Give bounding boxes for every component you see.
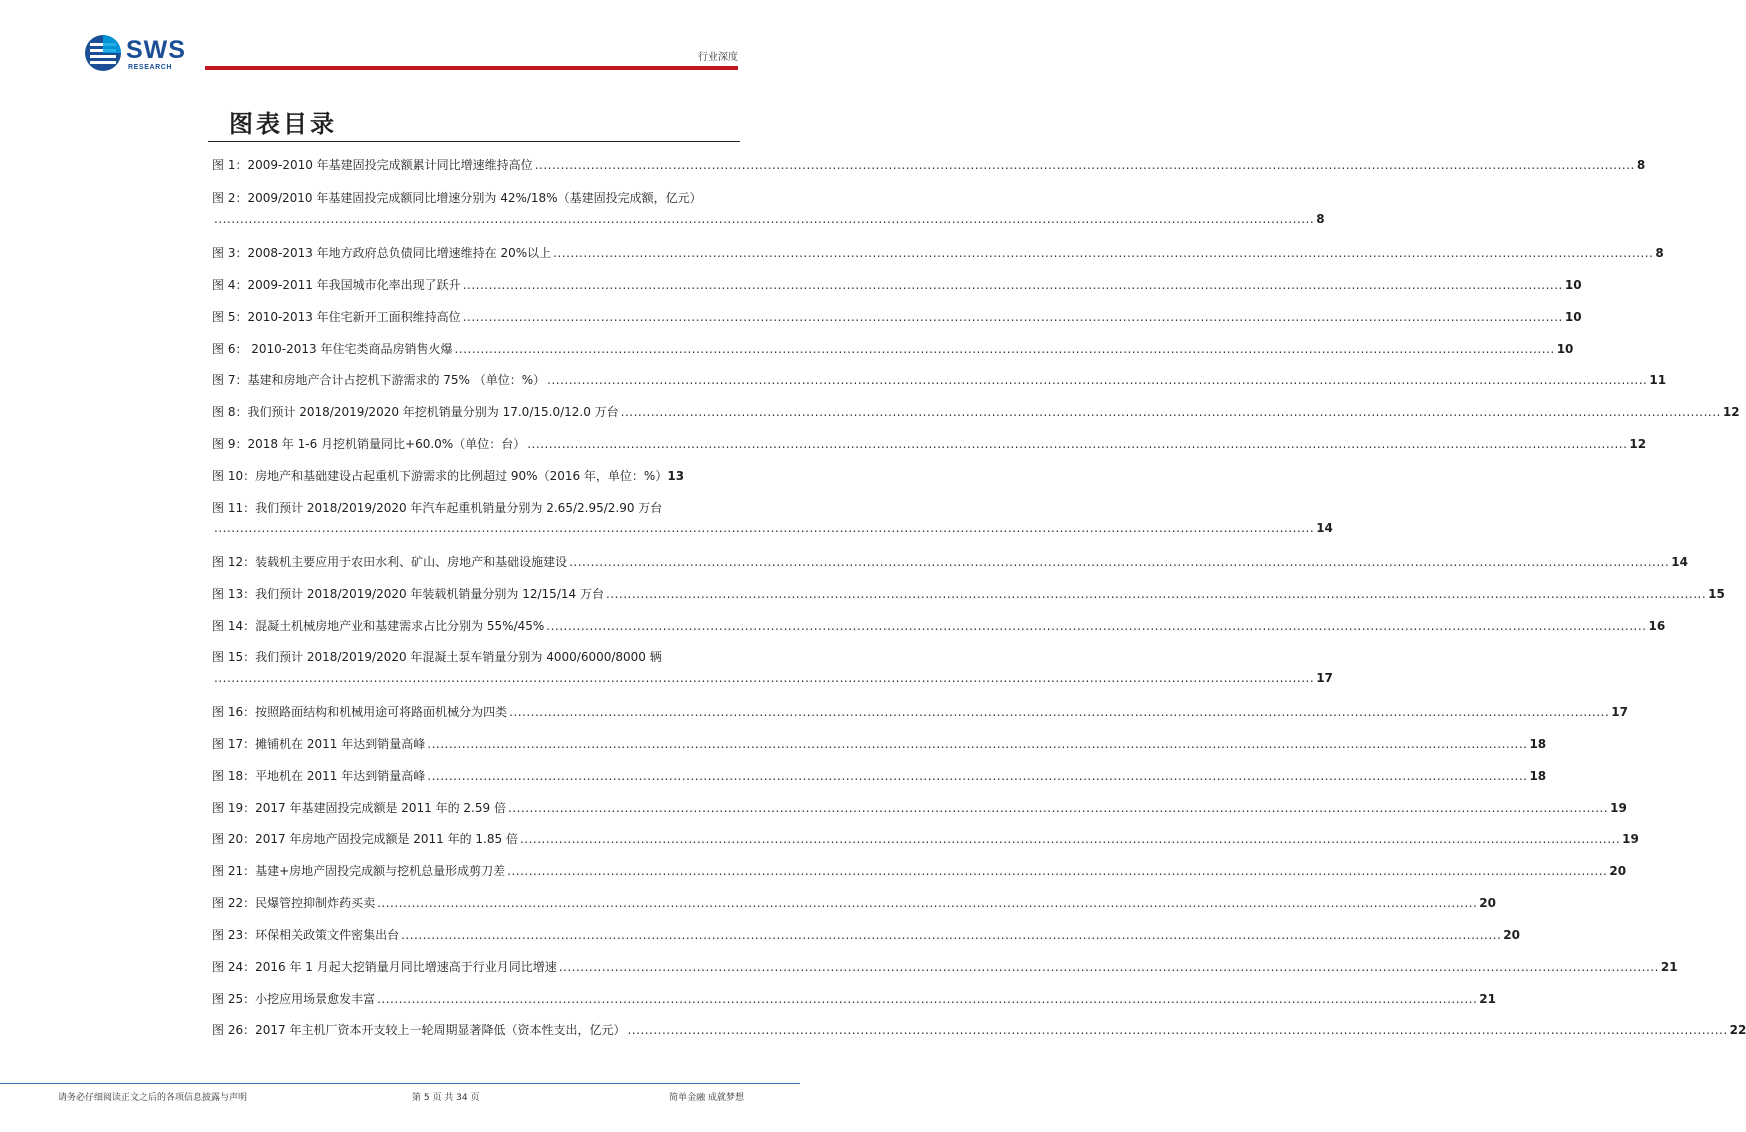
report-category: 行业深度 bbox=[698, 52, 738, 63]
title-divider bbox=[208, 141, 740, 142]
toc-entry-15[interactable]: 图 15：我们预计 2018/2019/2020 年混凝土泵车销量分别为 4000/6000/8000 辆 bbox=[212, 650, 662, 664]
toc-entry-17[interactable]: 图 17：摊铺机在 2011 年达到销量高峰 ..... 18 bbox=[212, 735, 740, 755]
toc-entry-2-leader[interactable]: ..... 8 bbox=[212, 212, 740, 232]
footer-slogan: 简单金融 成就梦想 bbox=[669, 1093, 744, 1103]
toc-entry-2[interactable]: 图 2：2009/2010 年基建固投完成额同比增速分别为 42%/18%（基建固投完成额，亿元） bbox=[212, 191, 702, 205]
toc-entry-11-leader[interactable]: ..... 14 bbox=[212, 521, 740, 541]
logo-subtext: RESEARCH bbox=[128, 64, 173, 71]
footer-page-info: 第 5 页 共 34 页 bbox=[412, 1093, 480, 1103]
toc-entry-20[interactable]: 图 20：2017 年房地产固投完成额是 2011 年的 1.85 倍 ..... 19 bbox=[212, 830, 740, 850]
toc-entry-18[interactable]: 图 18：平地机在 2011 年达到销量高峰 ..... 18 bbox=[212, 767, 740, 787]
footer-disclaimer: 请务必仔细阅读正文之后的各项信息披露与声明 bbox=[58, 1093, 248, 1103]
sws-logo-icon bbox=[84, 34, 122, 72]
toc-entry-22[interactable]: 图 22：民爆管控抑制炸药买卖 ..... 20 bbox=[212, 894, 740, 914]
toc-entry-14[interactable]: 图 14：混凝土机械房地产业和基建需求占比分别为 55%/45% ..... 16 bbox=[212, 617, 740, 637]
toc-entry-21[interactable]: 图 21：基建+房地产固投完成额与挖机总量形成剪刀差 ..... 20 bbox=[212, 862, 740, 882]
toc-entry-26[interactable]: 图 26：2017 年主机厂资本开支较上一轮周期显著降低（资本性支出，亿元） ..... 22 bbox=[212, 1021, 740, 1041]
sws-logo bbox=[84, 34, 204, 74]
toc-entry-9[interactable]: 图 9：2018 年 1-6 月挖机销量同比+60.0%（单位：台） ..... 12 bbox=[212, 435, 740, 455]
toc-entry-8[interactable]: 图 8：我们预计 2018/2019/2020 年挖机销量分别为 17.0/15.0/12.0 万台 ..... 12 bbox=[212, 403, 740, 423]
footer-divider bbox=[0, 1083, 800, 1084]
logo-text: SWS bbox=[126, 36, 186, 64]
toc-entry-23[interactable]: 图 23：环保相关政策文件密集出台 ..... 20 bbox=[212, 926, 740, 946]
toc-entry-24[interactable]: 图 24：2016 年 1 月起大挖销量月同比增速高于行业月同比增速 ..... 21 bbox=[212, 958, 740, 978]
toc-entry-6[interactable]: 图 6： 2010-2013 年住宅类商品房销售火爆 ..... 10 bbox=[212, 340, 740, 360]
header-divider bbox=[205, 66, 738, 70]
toc-entry-13[interactable]: 图 13：我们预计 2018/2019/2020 年装载机销量分别为 12/15/14 万台 ..... 15 bbox=[212, 585, 740, 605]
toc-entry-15-leader[interactable]: ..... 17 bbox=[212, 671, 740, 691]
toc-entry-12[interactable]: 图 12：装载机主要应用于农田水利、矿山、房地产和基础设施建设 ..... 14 bbox=[212, 553, 740, 573]
toc-entry-5[interactable]: 图 5：2010-2013 年住宅新开工面积维持高位 ..... 10 bbox=[212, 308, 740, 328]
toc-entry-4[interactable]: 图 4：2009-2011 年我国城市化率出现了跃升 ..... 10 bbox=[212, 276, 740, 296]
toc-entry-1[interactable]: 图 1：2009-2010 年基建固投完成额累计同比增速维持高位 ..... 8 bbox=[212, 156, 740, 176]
toc-entry-3[interactable]: 图 3：2008-2013 年地方政府总负债同比增速维持在 20%以上 ..... 8 bbox=[212, 244, 740, 264]
toc-entry-10[interactable]: 图 10：房地产和基础建设占起重机下游需求的比例超过 90%（2016 年，单位：%） 13 bbox=[212, 469, 685, 483]
toc-entry-25[interactable]: 图 25：小挖应用场景愈发丰富 ..... 21 bbox=[212, 990, 740, 1010]
toc-entry-19[interactable]: 图 19：2017 年基建固投完成额是 2011 年的 2.59 倍 ..... 19 bbox=[212, 799, 740, 819]
toc-entry-16[interactable]: 图 16：按照路面结构和机械用途可将路面机械分为四类 ..... 17 bbox=[212, 703, 740, 723]
toc-entry-11[interactable]: 图 11：我们预计 2018/2019/2020 年汽车起重机销量分别为 2.65/2.95/2.90 万台 bbox=[212, 501, 663, 515]
toc-entry-7[interactable]: 图 7：基建和房地产合计占挖机下游需求的 75% （单位：%） ..... 11 bbox=[212, 371, 740, 391]
page-title: 图表目录 bbox=[229, 109, 337, 138]
